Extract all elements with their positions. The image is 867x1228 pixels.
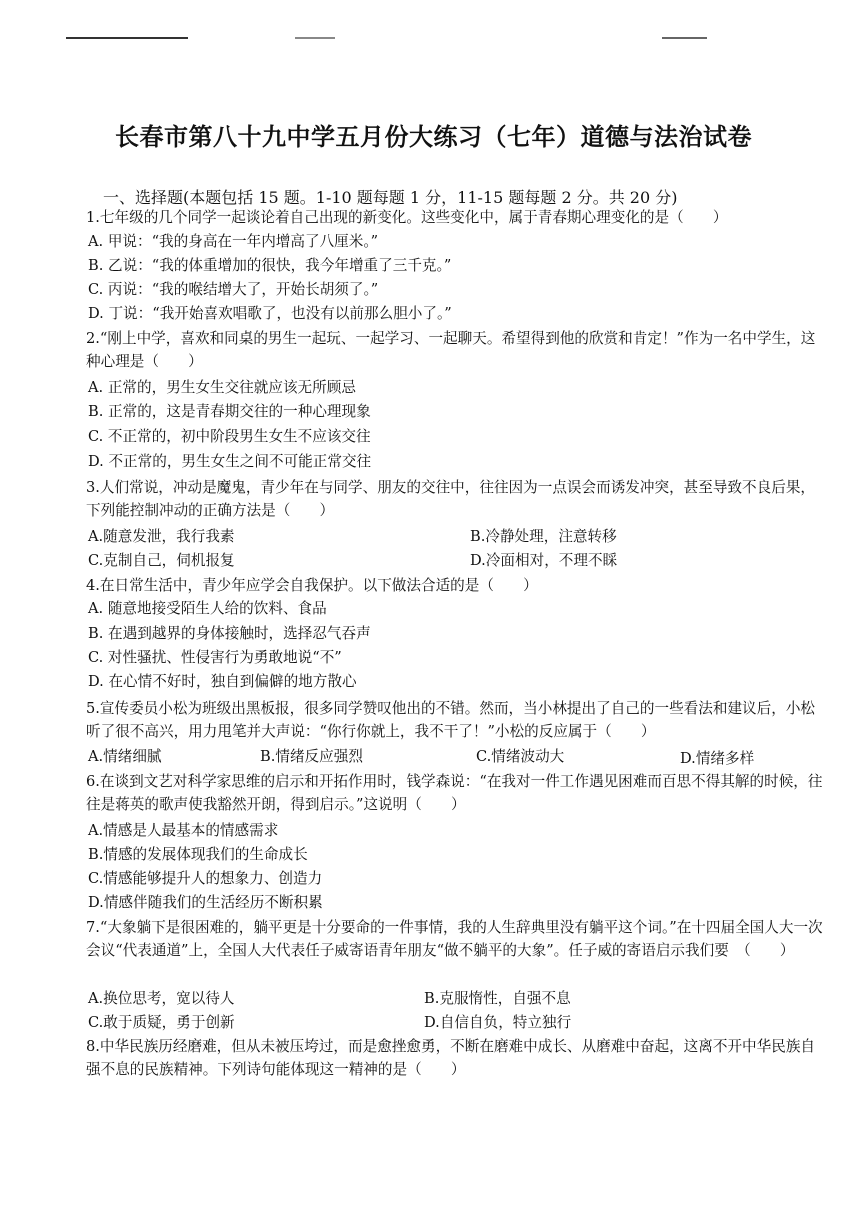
scan-artifact-line (295, 37, 335, 39)
question-1-option-c[interactable]: C. 丙说：“我的喉结增大了，开始长胡须了。” (88, 281, 379, 298)
question-1-stem: 1.七年级的几个同学一起谈论着自己出现的新变化。这些变化中，属于青春期心理变化的是（ ） (86, 209, 728, 226)
question-4-option-c[interactable]: C. 对性骚扰、性侵害行为勇敢地说“不” (88, 649, 342, 666)
question-2-option-a[interactable]: A. 正常的，男生女生交往就应该无所顾忌 (88, 379, 356, 396)
question-4-stem: 4.在日常生活中，青少年应学会自我保护。以下做法合适的是（ ） (86, 577, 538, 594)
question-3-option-c[interactable]: C.克制自己，伺机报复 (88, 552, 235, 569)
question-4-option-d[interactable]: D. 在心情不好时，独自到偏僻的地方散心 (88, 673, 357, 690)
question-5-option-d[interactable]: D.情绪多样 (680, 750, 755, 767)
question-7-stem: 7.“大象躺下是很困难的，躺平更是十分要命的一件事情，我的人生辞典里没有躺平这个词。”在十四届全国人大一次会议“代表通道”上，全国人大代表任子威寄语青年朋友“做不躺平的大象”。任子威的寄语启示我们要 （ ） (86, 919, 823, 959)
question-7-option-a[interactable]: A.换位思考，宽以待人 (88, 990, 235, 1007)
question-5-option-c[interactable]: C.情绪波动大 (476, 748, 565, 765)
question-6-option-d[interactable]: D.情感伴随我们的生活经历不断积累 (88, 894, 323, 911)
question-7-option-b[interactable]: B.克服惰性，自强不息 (424, 990, 571, 1007)
question-3-option-d[interactable]: D.冷面相对，不理不睬 (470, 552, 618, 569)
question-1-option-d[interactable]: D. 丁说：“我开始喜欢唱歌了，也没有以前那么胆小了。” (88, 305, 452, 322)
question-7-option-c[interactable]: C.敢于质疑，勇于创新 (88, 1014, 235, 1031)
question-6-stem: 6.在谈到文艺对科学家思维的启示和开拓作用时，钱学森说：“在我对一件工作遇见困难而百思不得其解的时候，往往是蒋英的歌声使我豁然开朗，得到启示。”这说明（ ） (86, 773, 823, 813)
question-2-stem: 2.“刚上中学，喜欢和同桌的男生一起玩、一起学习、一起聊天。希望得到他的欣赏和肯定！”作为一名中学生，这种心理是（ ） (86, 330, 816, 370)
question-8-stem: 8.中华民族历经磨难，但从未被压垮过，而是愈挫愈勇，不断在磨难中成长、从磨难中奋起，这离不开中华民族自强不息的民族精神。下列诗句能体现这一精神的是（ ） (86, 1038, 816, 1078)
question-6-option-c[interactable]: C.情感能够提升人的想象力、创造力 (88, 870, 323, 887)
question-2-option-c[interactable]: C. 不正常的，初中阶段男生女生不应该交往 (88, 428, 371, 445)
question-4-option-b[interactable]: B. 在遇到越界的身体接触时，选择忍气吞声 (88, 625, 371, 642)
section-heading: 一、选择题(本题包括 15 题。1-10 题每题 1 分，11-15 题每题 2 分。共 20 分) (103, 188, 678, 207)
question-1-option-a[interactable]: A. 甲说：“我的身高在一年内增高了八厘米。” (88, 233, 379, 250)
question-6-option-b[interactable]: B.情感的发展体现我们的生命成长 (88, 846, 308, 863)
question-4-option-a[interactable]: A. 随意地接受陌生人给的饮料、食品 (88, 600, 327, 617)
question-3-option-a[interactable]: A.随意发泄，我行我素 (88, 528, 235, 545)
question-5-option-b[interactable]: B.情绪反应强烈 (260, 748, 363, 765)
scan-artifact-line (66, 37, 188, 39)
question-3-stem: 3.人们常说，冲动是魔鬼，青少年在与同学、朋友的交往中，往往因为一点误会而诱发冲突，甚至导致不良后果，下列能控制冲动的正确方法是（ ） (86, 479, 816, 519)
question-3-option-b[interactable]: B.冷静处理，注意转移 (470, 528, 617, 545)
question-2-option-d[interactable]: D. 不正常的，男生女生之间不可能正常交往 (88, 453, 372, 470)
page-title: 长春市第八十九中学五月份大练习（七年）道德与法治试卷 (115, 122, 752, 151)
question-1-option-b[interactable]: B. 乙说：“我的体重增加的很快，我今年增重了三千克。” (88, 257, 452, 274)
question-7-option-d[interactable]: D.自信自负，特立独行 (424, 1014, 572, 1031)
question-6-option-a[interactable]: A.情感是人最基本的情感需求 (88, 822, 279, 839)
question-5-option-a[interactable]: A.情绪细腻 (88, 748, 162, 765)
question-5-stem: 5.宣传委员小松为班级出黑板报，很多同学赞叹他出的不错。然而，当小林提出了自己的一些看法和建议后，小松听了很不高兴，用力甩笔并大声说：“你行你就上，我不干了！”小松的反应属于（ ） (86, 700, 816, 740)
scan-artifact-line (662, 37, 707, 39)
question-2-option-b[interactable]: B. 正常的，这是青春期交往的一种心理现象 (88, 403, 371, 420)
